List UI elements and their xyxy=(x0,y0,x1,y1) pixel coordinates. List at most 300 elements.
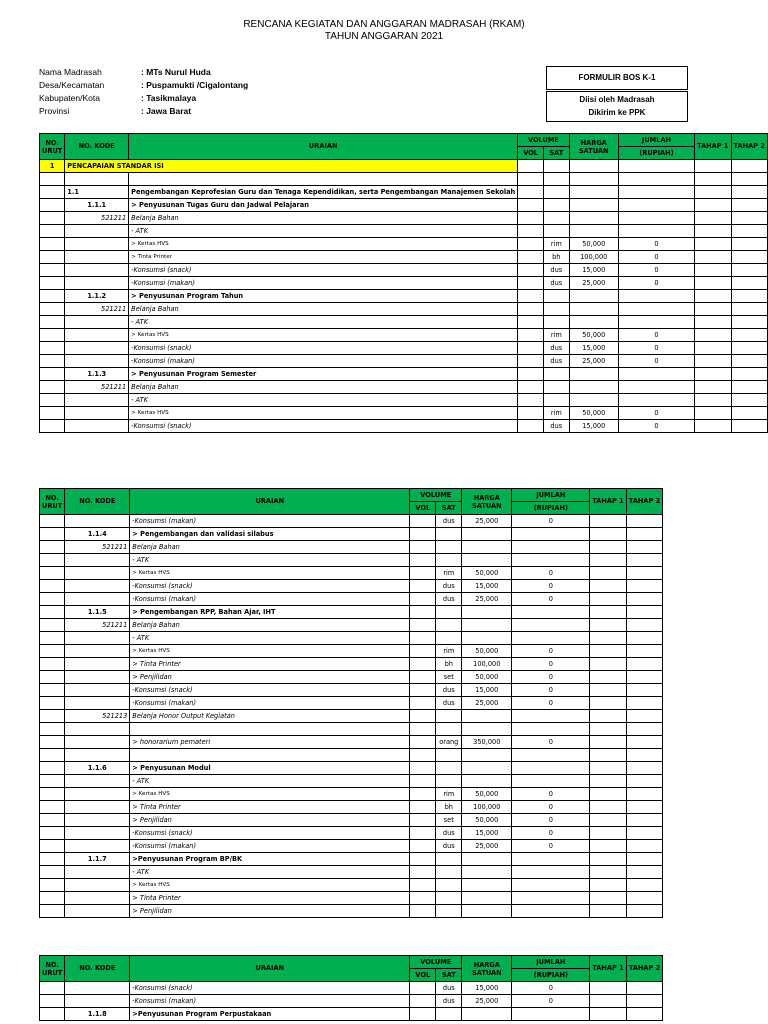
cell-no-urut xyxy=(40,420,65,433)
cell-tahap-1 xyxy=(695,186,731,199)
cell-no-urut xyxy=(40,775,65,788)
table-row xyxy=(40,407,768,420)
table-row xyxy=(40,995,663,1008)
cell-uraian: -Konsumsi (makan) xyxy=(129,355,518,368)
budget-table xyxy=(39,488,663,918)
table-row xyxy=(40,186,768,199)
table-row xyxy=(40,736,663,749)
cell-vol xyxy=(518,277,544,290)
cell-vol xyxy=(410,593,436,606)
cell-harga: 100,000 xyxy=(462,658,512,671)
table-row xyxy=(40,684,663,697)
cell-kode xyxy=(65,866,130,879)
cell-jumlah: 0 xyxy=(512,593,590,606)
cell-tahap-1 xyxy=(590,554,626,567)
cell-kode: 521211 xyxy=(65,619,130,632)
cell-sat xyxy=(543,173,569,186)
cell-no-urut xyxy=(40,749,65,762)
table-header-row xyxy=(40,134,768,147)
cell-no-urut xyxy=(40,186,65,199)
header-sat: SAT xyxy=(436,969,462,982)
cell-harga xyxy=(569,368,618,381)
cell-sat: bh xyxy=(436,658,462,671)
header-uraian: URAIAN xyxy=(130,489,410,515)
header-harga: HARGA SATUAN xyxy=(462,956,512,982)
table-row xyxy=(40,593,663,606)
cell-sat: dus xyxy=(436,982,462,995)
cell-sat xyxy=(436,749,462,762)
cell-vol xyxy=(518,407,544,420)
cell-jumlah: 0 xyxy=(618,342,694,355)
cell-no-urut xyxy=(40,316,65,329)
cell-jumlah: 0 xyxy=(512,515,590,528)
cell-tahap-2 xyxy=(731,186,767,199)
cell-uraian: > Tinta Printer xyxy=(130,892,410,905)
table-row xyxy=(40,212,768,225)
cell-tahap-2 xyxy=(731,212,767,225)
cell-jumlah xyxy=(512,554,590,567)
cell-sat xyxy=(543,212,569,225)
cell-tahap-2 xyxy=(731,264,767,277)
header-vol: VOL xyxy=(410,969,436,982)
cell-sat: set xyxy=(436,671,462,684)
info-value: : MTs Nurul Huda xyxy=(141,67,211,77)
table-row xyxy=(40,1008,663,1021)
cell-uraian xyxy=(130,749,410,762)
header-no-kode: NO. KODE xyxy=(65,489,130,515)
cell-sat xyxy=(543,186,569,199)
cell-jumlah: 0 xyxy=(512,995,590,1008)
cell-sat xyxy=(543,303,569,316)
cell-tahap-2 xyxy=(731,199,767,212)
header-no-urut: NO. URUT xyxy=(40,489,65,515)
cell-jumlah: 0 xyxy=(618,420,694,433)
cell-harga xyxy=(462,749,512,762)
cell-tahap-1 xyxy=(590,905,626,918)
table-row xyxy=(40,355,768,368)
cell-jumlah xyxy=(512,723,590,736)
cell-sat xyxy=(543,316,569,329)
cell-tahap-2 xyxy=(731,381,767,394)
cell-uraian: > Kertas HVS xyxy=(129,407,518,420)
header-jumlah: JUMLAH xyxy=(512,489,590,502)
cell-sat xyxy=(436,541,462,554)
cell-tahap-2 xyxy=(626,658,662,671)
cell-jumlah: 0 xyxy=(512,697,590,710)
cell-sat: dus xyxy=(436,697,462,710)
cell-jumlah xyxy=(618,381,694,394)
cell-tahap-2 xyxy=(731,329,767,342)
cell-uraian: -Konsumsi (snack) xyxy=(130,827,410,840)
header-tahap-2: TAHAP 2 xyxy=(626,956,662,982)
cell-harga xyxy=(462,879,512,892)
cell-vol xyxy=(410,619,436,632)
cell-sat xyxy=(436,632,462,645)
cell-vol xyxy=(518,368,544,381)
cell-sat: rim xyxy=(543,238,569,251)
cell-tahap-1 xyxy=(695,199,731,212)
cell-kode xyxy=(65,879,130,892)
table-row xyxy=(40,251,768,264)
header-tahap-1: TAHAP 1 xyxy=(590,489,626,515)
cell-tahap-2 xyxy=(626,866,662,879)
table-row xyxy=(40,606,663,619)
table-row xyxy=(40,671,663,684)
cell-no-urut xyxy=(40,329,65,342)
cell-harga xyxy=(569,225,618,238)
table-row xyxy=(40,879,663,892)
cell-tahap-1 xyxy=(695,316,731,329)
cell-tahap-1 xyxy=(590,788,626,801)
cell-jumlah: 0 xyxy=(512,580,590,593)
cell-harga: 50,000 xyxy=(569,238,618,251)
info-value: : Puspamukti /Cigalontang xyxy=(141,80,249,90)
cell-jumlah: 0 xyxy=(618,407,694,420)
cell-harga xyxy=(462,554,512,567)
cell-kode xyxy=(65,342,129,355)
cell-no-urut xyxy=(40,593,65,606)
cell-tahap-2 xyxy=(626,788,662,801)
cell-harga xyxy=(569,381,618,394)
cell-kode xyxy=(65,684,130,697)
cell-uraian: > Kertas HVS xyxy=(130,645,410,658)
cell-kode xyxy=(65,515,130,528)
cell-sat: dus xyxy=(436,515,462,528)
cell-tahap-2 xyxy=(626,814,662,827)
cell-no-urut xyxy=(40,892,65,905)
cell-harga: 25,000 xyxy=(462,697,512,710)
cell-kode: 1.1.7 xyxy=(65,853,130,866)
cell-uraian: > Penjilidan xyxy=(130,905,410,918)
table-row xyxy=(40,160,768,173)
cell-tahap-1 xyxy=(590,632,626,645)
cell-vol xyxy=(410,775,436,788)
cell-harga xyxy=(462,632,512,645)
cell-harga xyxy=(569,316,618,329)
cell-no-urut: 1 xyxy=(40,160,65,173)
cell-sat xyxy=(436,723,462,736)
cell-uraian: Belanja Bahan xyxy=(130,541,410,554)
cell-vol xyxy=(410,645,436,658)
table-row xyxy=(40,723,663,736)
cell-tahap-2 xyxy=(626,606,662,619)
cell-jumlah xyxy=(618,186,694,199)
cell-sat: bh xyxy=(543,251,569,264)
cell-kode xyxy=(65,982,130,995)
cell-kode xyxy=(65,892,130,905)
cell-harga: 50,000 xyxy=(462,645,512,658)
cell-no-urut xyxy=(40,264,65,277)
cell-tahap-1 xyxy=(590,515,626,528)
table-row xyxy=(40,775,663,788)
table-row xyxy=(40,199,768,212)
cell-uraian: > Tinta Printer xyxy=(130,658,410,671)
cell-harga xyxy=(462,762,512,775)
cell-sat xyxy=(436,710,462,723)
cell-sat: rim xyxy=(436,567,462,580)
cell-sat xyxy=(543,290,569,303)
cell-jumlah: 0 xyxy=(512,801,590,814)
cell-tahap-2 xyxy=(626,775,662,788)
cell-kode xyxy=(65,593,130,606)
cell-jumlah xyxy=(512,749,590,762)
table-row xyxy=(40,580,663,593)
cell-uraian: Belanja Bahan xyxy=(130,619,410,632)
header-no-kode: NO. KODE xyxy=(65,956,130,982)
table-row xyxy=(40,982,663,995)
cell-sat: rim xyxy=(543,329,569,342)
cell-sat: dus xyxy=(543,355,569,368)
cell-uraian xyxy=(130,723,410,736)
cell-harga: 50,000 xyxy=(462,567,512,580)
cell-sat: set xyxy=(436,814,462,827)
cell-harga: 15,000 xyxy=(462,827,512,840)
cell-vol xyxy=(518,264,544,277)
cell-kode: 1.1.3 xyxy=(65,368,129,381)
cell-jumlah: 0 xyxy=(618,264,694,277)
cell-harga: 100,000 xyxy=(569,251,618,264)
cell-no-urut xyxy=(40,866,65,879)
cell-tahap-1 xyxy=(590,736,626,749)
cell-sat: dus xyxy=(436,593,462,606)
info-label: Provinsi xyxy=(39,106,70,116)
cell-vol xyxy=(410,866,436,879)
cell-tahap-1 xyxy=(590,814,626,827)
cell-vol xyxy=(410,801,436,814)
cell-vol xyxy=(518,251,544,264)
cell-kode xyxy=(65,840,130,853)
header-uraian: URAIAN xyxy=(130,956,410,982)
cell-uraian: Belanja Bahan xyxy=(129,212,518,225)
cell-tahap-1 xyxy=(590,853,626,866)
cell-tahap-1 xyxy=(695,251,731,264)
cell-sat: dus xyxy=(543,420,569,433)
header-no-urut: NO. URUT xyxy=(40,134,65,160)
cell-jumlah xyxy=(512,606,590,619)
cell-kode xyxy=(65,264,129,277)
cell-tahap-2 xyxy=(731,290,767,303)
cell-kode: 1.1.5 xyxy=(65,606,130,619)
budget-table xyxy=(39,955,663,1021)
cell-jumlah xyxy=(512,528,590,541)
cell-vol xyxy=(410,580,436,593)
cell-no-urut xyxy=(40,982,65,995)
cell-harga: 350,000 xyxy=(462,736,512,749)
cell-vol xyxy=(410,671,436,684)
cell-vol xyxy=(410,684,436,697)
cell-harga: 25,000 xyxy=(462,515,512,528)
cell-uraian: > Tinta Printer xyxy=(129,251,518,264)
cell-sat xyxy=(436,1008,462,1021)
cell-vol xyxy=(410,710,436,723)
cell-sat xyxy=(436,606,462,619)
cell-harga: 50,000 xyxy=(462,788,512,801)
cell-vol xyxy=(410,840,436,853)
cell-tahap-1 xyxy=(590,801,626,814)
cell-uraian: - ATK xyxy=(130,554,410,567)
cell-kode: 1.1.6 xyxy=(65,762,130,775)
table-row xyxy=(40,840,663,853)
cell-harga xyxy=(462,853,512,866)
cell-no-urut xyxy=(40,853,65,866)
form-code-box: FORMULIR BOS K-1 xyxy=(546,66,688,90)
cell-no-urut xyxy=(40,238,65,251)
cell-vol xyxy=(410,658,436,671)
cell-tahap-2 xyxy=(626,853,662,866)
cell-kode xyxy=(65,905,130,918)
cell-uraian: > Kertas HVS xyxy=(129,238,518,251)
cell-vol xyxy=(410,736,436,749)
cell-kode: 1.1.4 xyxy=(65,528,130,541)
cell-no-urut xyxy=(40,277,65,290)
cell-tahap-1 xyxy=(695,290,731,303)
cell-no-urut xyxy=(40,879,65,892)
cell-kode: 521211 xyxy=(65,381,129,394)
cell-tahap-2 xyxy=(626,710,662,723)
cell-tahap-1 xyxy=(590,723,626,736)
cell-sat: dus xyxy=(436,840,462,853)
cell-sat xyxy=(436,905,462,918)
cell-uraian: > Penyusunan Modul xyxy=(130,762,410,775)
cell-vol xyxy=(518,394,544,407)
cell-tahap-1 xyxy=(695,329,731,342)
table-row xyxy=(40,814,663,827)
cell-tahap-2 xyxy=(626,1008,662,1021)
cell-harga xyxy=(462,528,512,541)
cell-uraian: > Penyusunan Program Tahun xyxy=(129,290,518,303)
cell-no-urut xyxy=(40,905,65,918)
cell-jumlah: 0 xyxy=(512,567,590,580)
cell-kode xyxy=(65,329,129,342)
cell-uraian: - ATK xyxy=(130,775,410,788)
cell-kode xyxy=(65,173,129,186)
cell-tahap-2 xyxy=(626,541,662,554)
cell-kode xyxy=(65,580,130,593)
cell-vol xyxy=(410,606,436,619)
cell-harga xyxy=(462,606,512,619)
cell-uraian: > Kertas HVS xyxy=(130,879,410,892)
info-value: : Tasikmalaya xyxy=(141,93,197,103)
cell-kode xyxy=(65,238,129,251)
cell-no-urut xyxy=(40,394,65,407)
table-row xyxy=(40,303,768,316)
cell-harga: 15,000 xyxy=(569,342,618,355)
cell-vol xyxy=(518,329,544,342)
cell-uraian: - ATK xyxy=(129,394,518,407)
cell-jumlah xyxy=(512,1008,590,1021)
cell-sat xyxy=(543,199,569,212)
cell-vol xyxy=(410,879,436,892)
cell-vol xyxy=(410,723,436,736)
cell-tahap-2 xyxy=(731,238,767,251)
cell-jumlah xyxy=(618,199,694,212)
cell-tahap-2 xyxy=(626,671,662,684)
cell-no-urut xyxy=(40,658,65,671)
cell-vol xyxy=(410,1008,436,1021)
cell-uraian: > Kertas HVS xyxy=(130,788,410,801)
cell-no-urut xyxy=(40,1008,65,1021)
cell-tahap-2 xyxy=(731,394,767,407)
header-no-urut: NO. URUT xyxy=(40,956,65,982)
cell-vol xyxy=(518,420,544,433)
cell-harga: 25,000 xyxy=(569,355,618,368)
cell-sat xyxy=(543,368,569,381)
cell-sat: dus xyxy=(543,277,569,290)
cell-kode xyxy=(65,658,130,671)
cell-jumlah xyxy=(512,879,590,892)
cell-vol xyxy=(410,541,436,554)
table-row xyxy=(40,290,768,303)
cell-uraian: -Konsumsi (snack) xyxy=(130,982,410,995)
cell-jumlah xyxy=(512,710,590,723)
cell-tahap-2 xyxy=(626,515,662,528)
cell-tahap-1 xyxy=(590,762,626,775)
cell-vol xyxy=(410,554,436,567)
cell-kode xyxy=(65,554,130,567)
cell-tahap-1 xyxy=(590,671,626,684)
cell-vol xyxy=(518,355,544,368)
madrasah-info xyxy=(39,66,248,118)
table-row xyxy=(40,632,663,645)
cell-tahap-2 xyxy=(626,762,662,775)
cell-tahap-1 xyxy=(695,238,731,251)
cell-uraian xyxy=(129,173,518,186)
header-tahap-2: TAHAP 2 xyxy=(731,134,767,160)
cell-sat: dus xyxy=(436,995,462,1008)
cell-kode: 521211 xyxy=(65,212,129,225)
cell-tahap-1 xyxy=(695,225,731,238)
cell-vol xyxy=(410,995,436,1008)
cell-sat: dus xyxy=(436,580,462,593)
cell-uraian: Belanja Honor Output Kegiatan xyxy=(130,710,410,723)
cell-uraian: -Konsumsi (makan) xyxy=(130,593,410,606)
table-row xyxy=(40,238,768,251)
cell-uraian: -Konsumsi (snack) xyxy=(130,580,410,593)
cell-uraian: - ATK xyxy=(130,632,410,645)
cell-harga xyxy=(569,186,618,199)
cell-no-urut xyxy=(40,342,65,355)
table-row xyxy=(40,658,663,671)
cell-harga xyxy=(462,905,512,918)
cell-harga xyxy=(569,394,618,407)
cell-no-urut xyxy=(40,251,65,264)
cell-no-urut xyxy=(40,684,65,697)
cell-tahap-2 xyxy=(731,225,767,238)
cell-jumlah xyxy=(512,866,590,879)
cell-tahap-1 xyxy=(590,1008,626,1021)
cell-kode xyxy=(65,355,129,368)
cell-uraian: -Konsumsi (snack) xyxy=(129,342,518,355)
cell-tahap-1 xyxy=(695,277,731,290)
cell-uraian: -Konsumsi (snack) xyxy=(129,264,518,277)
cell-kode xyxy=(65,814,130,827)
cell-uraian: > Penyusunan Tugas Guru dan Jadwal Pelajaran xyxy=(129,199,518,212)
header-sat: SAT xyxy=(543,147,569,160)
table-row xyxy=(40,567,663,580)
cell-tahap-1 xyxy=(590,995,626,1008)
cell-sat xyxy=(436,762,462,775)
cell-sat: orang xyxy=(436,736,462,749)
cell-jumlah xyxy=(618,212,694,225)
cell-tahap-1 xyxy=(695,342,731,355)
cell-no-urut xyxy=(40,580,65,593)
budget-table xyxy=(39,133,768,433)
cell-tahap-2 xyxy=(626,645,662,658)
cell-vol xyxy=(518,212,544,225)
cell-uraian: -Konsumsi (makan) xyxy=(130,840,410,853)
header-rupiah: (RUPIAH) xyxy=(512,502,590,515)
header-volume: VOLUME xyxy=(410,956,462,969)
